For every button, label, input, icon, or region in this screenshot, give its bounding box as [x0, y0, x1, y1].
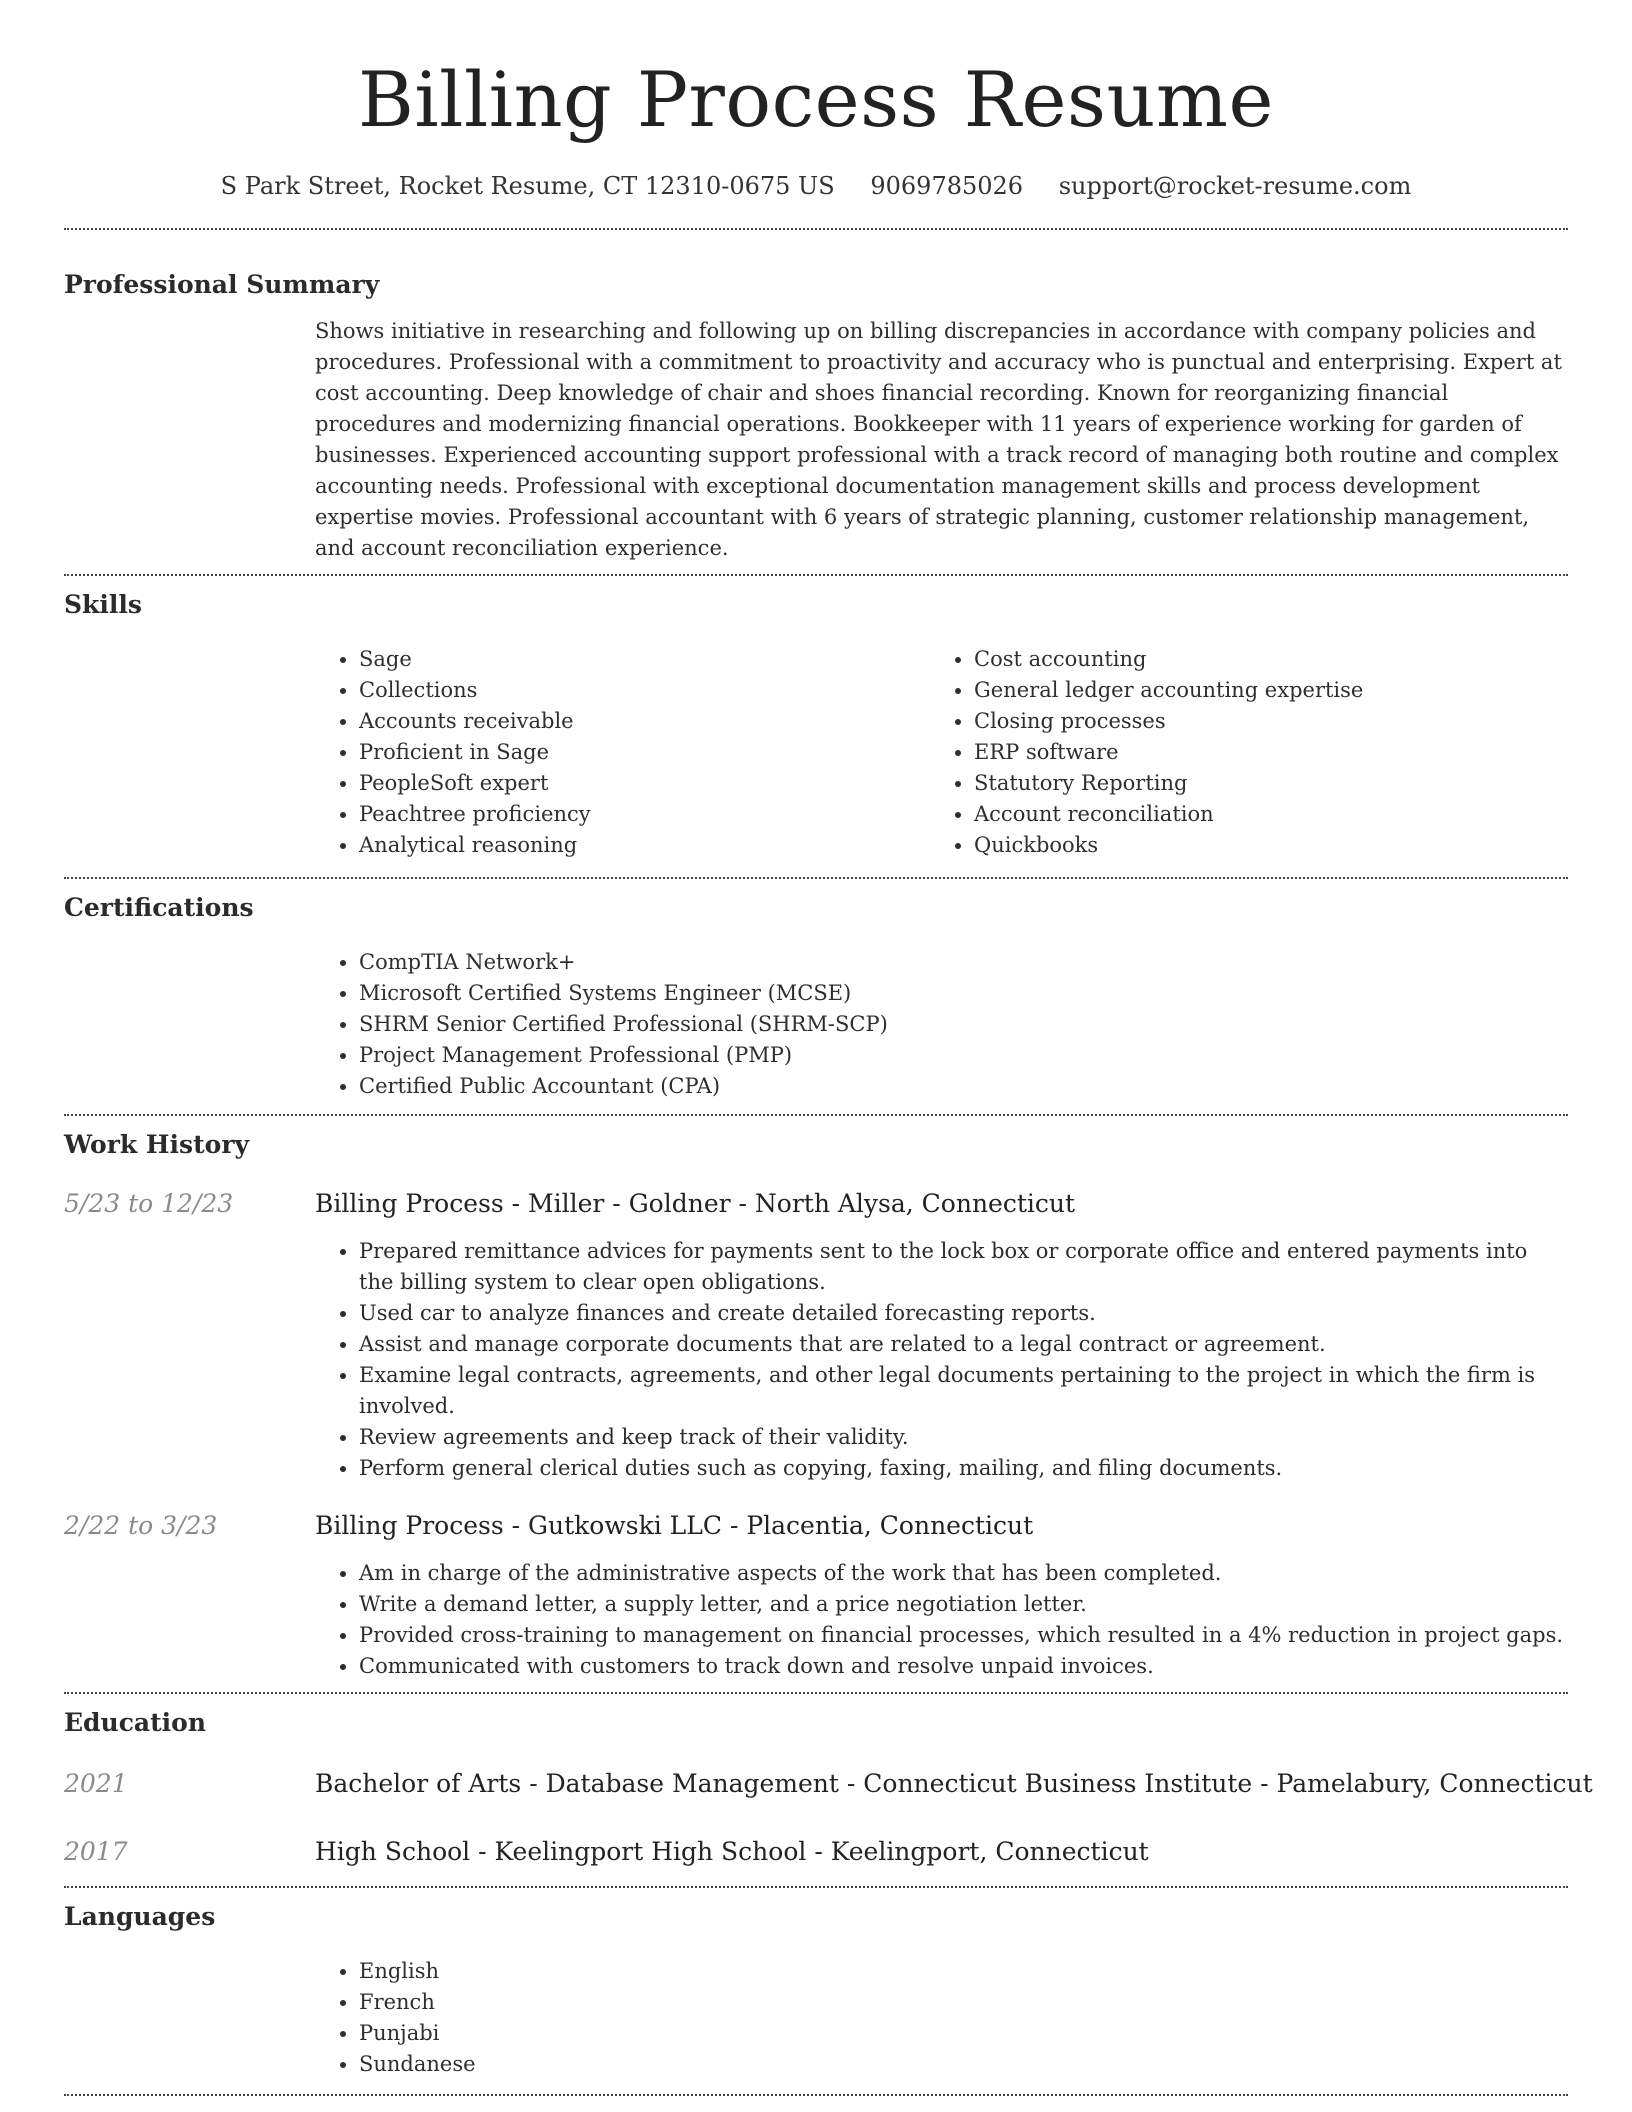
- skill-item: • Analytical reasoning: [359, 830, 930, 861]
- job-bullet: • Am in charge of the administrative aspects of the work that has been completed.: [359, 1558, 1568, 1589]
- job-bullet: • Used car to analyze finances and create detailed forecasting reports.: [359, 1298, 1568, 1329]
- education-degree: High School - Keelingport High School - Keelingport, Connecticut: [315, 1837, 1149, 1866]
- skills-column-right: [930, 644, 1545, 861]
- skill-item: • Peachtree proficiency: [359, 799, 930, 830]
- section-divider: [64, 1886, 1568, 1888]
- job-bullet: • Prepared remittance advices for payments sent to the lock box or corporate office and entered payments into the billing system to clear open obligations.: [359, 1236, 1568, 1298]
- education-entry: [64, 1768, 1593, 1800]
- skill-item: • Account reconciliation: [974, 799, 1545, 830]
- skills-section: [64, 588, 1568, 861]
- languages-list: [315, 1956, 1568, 2080]
- skill-item: • ERP software: [974, 737, 1545, 768]
- certifications-heading: Certifications: [64, 893, 254, 922]
- skill-item: • Statutory Reporting: [974, 768, 1545, 799]
- skill-item: • General ledger accounting expertise: [974, 675, 1545, 706]
- education-entry: [64, 1836, 1568, 1868]
- header-divider: [64, 228, 1568, 230]
- resume-page: [64, 0, 1593, 2096]
- job-bullet: • Write a demand letter, a supply letter, and a price negotiation letter.: [359, 1589, 1568, 1620]
- skill-item: • Proficient in Sage: [359, 737, 930, 768]
- language-item: • Punjabi: [359, 2018, 1568, 2049]
- language-item: • Sundanese: [359, 2049, 1568, 2080]
- education-year: 2017: [64, 1837, 128, 1866]
- job-bullet: • Communicated with customers to track down and resolve unpaid invoices.: [359, 1651, 1568, 1682]
- job-body: [315, 1510, 1568, 1682]
- section-divider: [64, 2094, 1568, 2096]
- skill-item: • Sage: [359, 644, 930, 675]
- education-heading: Education: [64, 1708, 207, 1737]
- certifications-list: [315, 947, 1568, 1102]
- work-history-heading: Work History: [64, 1130, 250, 1159]
- job-title: Billing Process - Miller - Goldner - North Alysa, Connecticut: [315, 1189, 1076, 1218]
- languages-heading: Languages: [64, 1902, 216, 1931]
- skills-heading: Skills: [64, 590, 142, 619]
- contact-email: support@rocket-resume.com: [1058, 172, 1412, 200]
- section-divider: [64, 877, 1568, 879]
- language-item: • English: [359, 1956, 1568, 1987]
- job-bullets: [315, 1558, 1568, 1682]
- summary-heading: Professional Summary: [64, 270, 380, 299]
- contact-line: [64, 166, 1568, 206]
- job-dates: 5/23 to 12/23: [64, 1189, 234, 1218]
- certification-item: • Certified Public Accountant (CPA): [359, 1071, 1568, 1102]
- skills-grid: [315, 644, 1568, 861]
- job-bullet: • Assist and manage corporate documents that are related to a legal contract or agreement.: [359, 1329, 1568, 1360]
- skill-item: • Closing processes: [974, 706, 1545, 737]
- section-divider: [64, 1114, 1568, 1116]
- skill-item: • PeopleSoft expert: [359, 768, 930, 799]
- job-bullet: • Review agreements and keep track of their validity.: [359, 1422, 1568, 1453]
- job-entry: [64, 1188, 1568, 1484]
- certifications-section: [64, 891, 1568, 1102]
- contact-address: S Park Street, Rocket Resume, CT 12310-0675 US: [220, 172, 835, 200]
- language-item: • French: [359, 1987, 1568, 2018]
- job-title: Billing Process - Gutkowski LLC - Placentia, Connecticut: [315, 1511, 1034, 1540]
- certification-item: • SHRM Senior Certified Professional (SHRM-SCP): [359, 1009, 1568, 1040]
- job-dates: 2/22 to 3/23: [64, 1511, 218, 1540]
- summary-section: [64, 268, 1568, 564]
- skill-item: • Cost accounting: [974, 644, 1545, 675]
- section-divider: [64, 1692, 1568, 1694]
- skills-column-left: [315, 644, 930, 861]
- job-bullet: • Examine legal contracts, agreements, and other legal documents pertaining to the project in which the firm is involved.: [359, 1360, 1568, 1422]
- job-bullet: • Perform general clerical duties such as copying, faxing, mailing, and filing documents.: [359, 1453, 1568, 1484]
- job-bullet: • Provided cross-training to management on financial processes, which resulted in a 4% reduction in project gaps.: [359, 1620, 1568, 1651]
- resume-title: Billing Process Resume: [358, 55, 1274, 144]
- education-section: [64, 1706, 1593, 1868]
- education-year: 2021: [64, 1769, 128, 1798]
- skill-item: • Accounts receivable: [359, 706, 930, 737]
- skill-item: • Quickbooks: [974, 830, 1545, 861]
- section-divider: [64, 574, 1568, 576]
- skill-item: • Collections: [359, 675, 930, 706]
- contact-phone: 9069785026: [870, 172, 1024, 200]
- certification-item: • CompTIA Network+: [359, 947, 1568, 978]
- certification-item: • Microsoft Certified Systems Engineer (MCSE): [359, 978, 1568, 1009]
- job-bullets: [315, 1236, 1568, 1484]
- job-entry: [64, 1510, 1568, 1682]
- languages-section: [64, 1900, 1568, 2080]
- job-body: [315, 1188, 1568, 1484]
- education-degree: Bachelor of Arts - Database Management - Connecticut Business Institute - Pamelabury, Connecticut: [315, 1769, 1593, 1798]
- summary-text: Shows initiative in researching and following up on billing discrepancies in accordance with company policies and procedures. Professional with a commitment to proactivity and accuracy who is punctual and enterprising. Expert at cost accounting. Deep knowledge of chair and shoes financial recording. Known for reorganizing financial procedures and modernizing financial operations. Bookkeeper with 11 years of experience working for garden of businesses. Experienced accounting support professional with a track record of managing both routine and complex accounting needs. Professional with exceptional documentation management skills and process development expertise movies. Professional accountant with 6 years of strategic planning, customer relationship management, and account reconciliation experience.: [315, 319, 1562, 560]
- certification-item: • Project Management Professional (PMP): [359, 1040, 1568, 1071]
- work-history-section: [64, 1128, 1568, 1682]
